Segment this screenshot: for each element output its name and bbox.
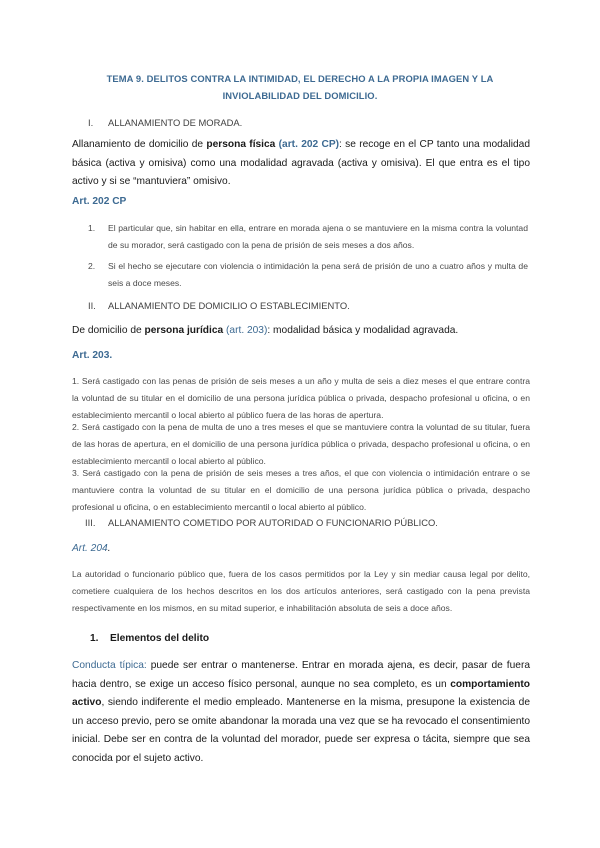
bold-term: comportamiento activo (72, 678, 530, 708)
subheading-title: Elementos del delito (110, 633, 210, 644)
section-number: III. (85, 517, 96, 528)
section-number: I. (88, 117, 94, 128)
term-label: Conducta típica: (72, 660, 147, 671)
section-number: II. (88, 300, 96, 311)
document-title: TEMA 9. DELITOS CONTRA LA INTIMIDAD, EL DERECHO A LA PROPIA IMAGEN Y LA INVIOLABILIDAD DEL DOMICILIO. (106, 73, 494, 101)
paragraph-persona-fisica (72, 136, 530, 192)
text-span: , siendo indiferente el medio empleado. Mantenerse en la misma, presupone la existencia de un acceso previo, pero se omite abandonar la morada una vez que se ha revocado el consentimiento inicial. Debe ser en contra de la voluntad del morador, puede ser expresa o tácita, siempre que sea conocida por el sujeto activo. (72, 697, 530, 764)
article-heading-202: Art. 202 CP (72, 196, 127, 207)
article-label-suffix: . (107, 543, 111, 554)
article-reference: (art. 202 CP) (278, 139, 340, 150)
article-202-item-1 (88, 220, 528, 254)
text-span: : se recoge en el CP tanto una modalidad básica (activa y omisiva) como una modalidad agravada (activa y omisiva). El que entra es el tipo activo y si se “mantuviera” omisivo. (72, 139, 531, 187)
bold-term: persona física (206, 139, 276, 150)
paragraph-persona-juridica (72, 322, 530, 341)
article-reference: (art. 203) (226, 325, 268, 336)
bold-term: persona jurídica (144, 325, 224, 336)
article-203-item-3: 3. Será castigado con la pena de prisión de seis meses a tres años, el que con violencia o intimidación entrare o se mantuviere contra la voluntad de su titular en el domicilio de una persona jurídica pública o privada, despacho profesional u oficina, o en establecimiento mercantil o local abierto al público. (72, 468, 530, 512)
article-heading-204 (72, 543, 111, 554)
subheading-number: 1. (90, 633, 99, 644)
article-heading-203: Art. 203. (72, 350, 113, 361)
section-title: ALLANAMIENTO DE MORADA. (108, 117, 243, 128)
item-text: El particular que, sin habitar en ella, entrare en morada ajena o se mantuviere en la misma contra la voluntad de su morador, será castigado con la pena de prisión de seis meses a dos años. (108, 223, 528, 250)
subheading-elementos (90, 633, 209, 644)
section-title: ALLANAMIENTO COMETIDO POR AUTORIDAD O FUNCIONARIO PÚBLICO. (108, 517, 438, 528)
article-label: Art. 204 (72, 543, 108, 554)
article-203-item-1: 1. Será castigado con las penas de prisión de seis meses a un año y multa de seis a diez meses el que entrare contra la voluntad de su titular en el domicilio de una persona jurídica pública o privada, despacho profesional u oficina, o en establecimiento mercantil o local abierto al público fuera de las horas de apertura. (72, 376, 530, 420)
article-202-item-2 (88, 258, 528, 292)
section-title: ALLANAMIENTO DE DOMICILIO O ESTABLECIMIENTO. (108, 300, 350, 311)
article-203-item-2: 2. Será castigado con la pena de multa de uno a tres meses el que se mantuviere contra la voluntad de su titular, fuera de las horas de apertura, en el domicilio de una persona jurídica pública o privada, despacho profesional u oficina, o en establecimiento mercantil o local abierto al público. (72, 422, 530, 466)
item-number: 2. (88, 261, 96, 271)
text-span: Allanamiento de domicilio de (72, 139, 207, 150)
paragraph-conducta-tipica (72, 657, 530, 768)
text-span: De domicilio de (72, 325, 145, 336)
item-number: 1. (88, 223, 96, 233)
text-span: puede ser entrar o mantenerse. Entrar en morada ajena, es decir, pasar de fuera hacia dentro, se exige un acceso físico personal, aunque no sea completo, es un (72, 660, 531, 690)
item-text: Si el hecho se ejecutare con violencia o intimidación la pena será de prisión de uno a cuatro años y multa de seis a doce meses. (108, 261, 528, 288)
article-204-text: La autoridad o funcionario público que, fuera de los casos permitidos por la Ley y sin mediar causa legal por delito, cometiere cualquiera de los hechos descritos en los dos artículos anteriores, será castigado con la pena prevista respectivamente en los mismos, en su mitad superior, e inhabilitación absoluta de seis a doce años. (72, 569, 530, 613)
text-span: : modalidad básica y modalidad agravada. (267, 325, 459, 336)
